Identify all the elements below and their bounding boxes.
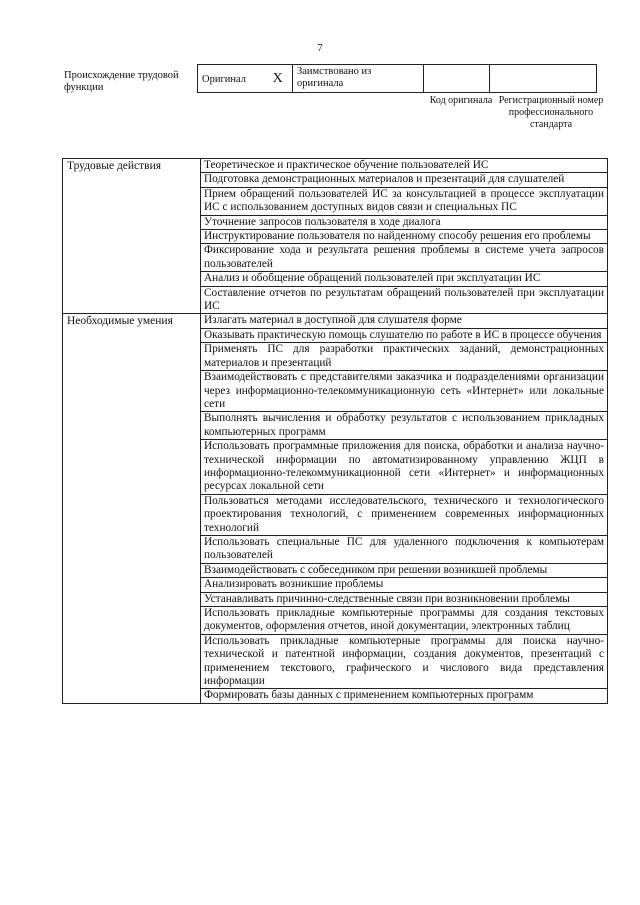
reg-number-caption: Регистрационный номер профессионального стандарта [498,95,604,130]
function-table [62,158,608,704]
section-item: Применять ПС для разработки практических заданий, демонстрационных материалов и презентаций [201,343,608,371]
page-number: 7 [317,42,323,54]
section-item: Анализ и обобщение обращений пользователей при эксплуатации ИС [201,272,608,286]
borrowed-cell: Заимствовано из оригинала [293,65,424,93]
section-item: Использовать прикладные компьютерные программы для создания текстовых документов, оформления отчетов, иной документации, электронных таблиц [201,607,608,635]
section-item: Излагать материал в доступной для слушателя форме [201,314,608,328]
section-item: Инструктирование пользователя по найденному способу решения его проблемы [201,230,608,244]
section-item: Теоретическое и практическое обучение пользователей ИС [201,159,608,173]
section-item: Анализировать возникшие проблемы [201,578,608,592]
section-item: Уточнение запросов пользователя в ходе диалога [201,215,608,229]
section-heading: Необходимые умения [63,314,201,703]
section-heading: Трудовые действия [63,159,201,314]
section-item: Подготовка демонстрационных материалов и презентаций для слушателей [201,173,608,187]
section-item: Взаимодействовать с представителями заказчика и подразделениями организации через информационно-телекоммуникационную сеть «Интернет» или локальные сети [201,371,608,412]
section-item: Составление отчетов по результатам обращений пользователей при эксплуатации ИС [201,286,608,314]
section-item: Фиксирование хода и результата решения проблемы в системе учета запросов пользователей [201,244,608,272]
code-caption: Код оригинала [429,95,493,106]
section-item: Взаимодействовать с собеседником при решении возникшей проблемы [201,563,608,577]
section-item: Выполнять вычисления и обработку результатов с использованием прикладных компьютерных программ [201,412,608,440]
section-item: Оказывать практическую помощь слушателю по работе в ИС в процессе обучения [201,328,608,342]
section-item: Формировать базы данных с применением компьютерных программ [201,689,608,703]
section-item: Использовать программные приложения для поиска, обработки и анализа научно-технической информации по автоматизированному управлению ЖЦП в информационно-телекоммуникационной сети «Интернет» и информационных ресурсах локальной сети [201,440,608,495]
section-item: Использовать специальные ПС для удаленного подключения к компьютерам пользователей [201,535,608,563]
code-cell [424,65,490,93]
table-row [63,159,608,173]
section-item: Прием обращений пользователей ИС за консультацией в процессе эксплуатации ИС с использованием доступных видов связи и специальных ПС [201,187,608,215]
origin-label: Происхождение трудовой функции [64,70,179,93]
section-item: Пользоваться методами исследовательского, технического и технологического проектирования технологий, с применением современных информационных технологий [201,494,608,535]
section-item: Использовать прикладные компьютерные программы для поиска научно-технической и патентной информации, создания документов, презентаций с применением текстового, графического и числового вида представления информации [201,634,608,689]
table-row [63,314,608,328]
section-item: Устанавливать причинно-следственные связи при возникновении проблемы [201,592,608,606]
reg-number-cell [490,65,597,93]
original-mark: X [272,70,283,86]
original-label: Оригинал [202,73,246,85]
origin-table [197,64,597,93]
original-cell [198,65,293,93]
